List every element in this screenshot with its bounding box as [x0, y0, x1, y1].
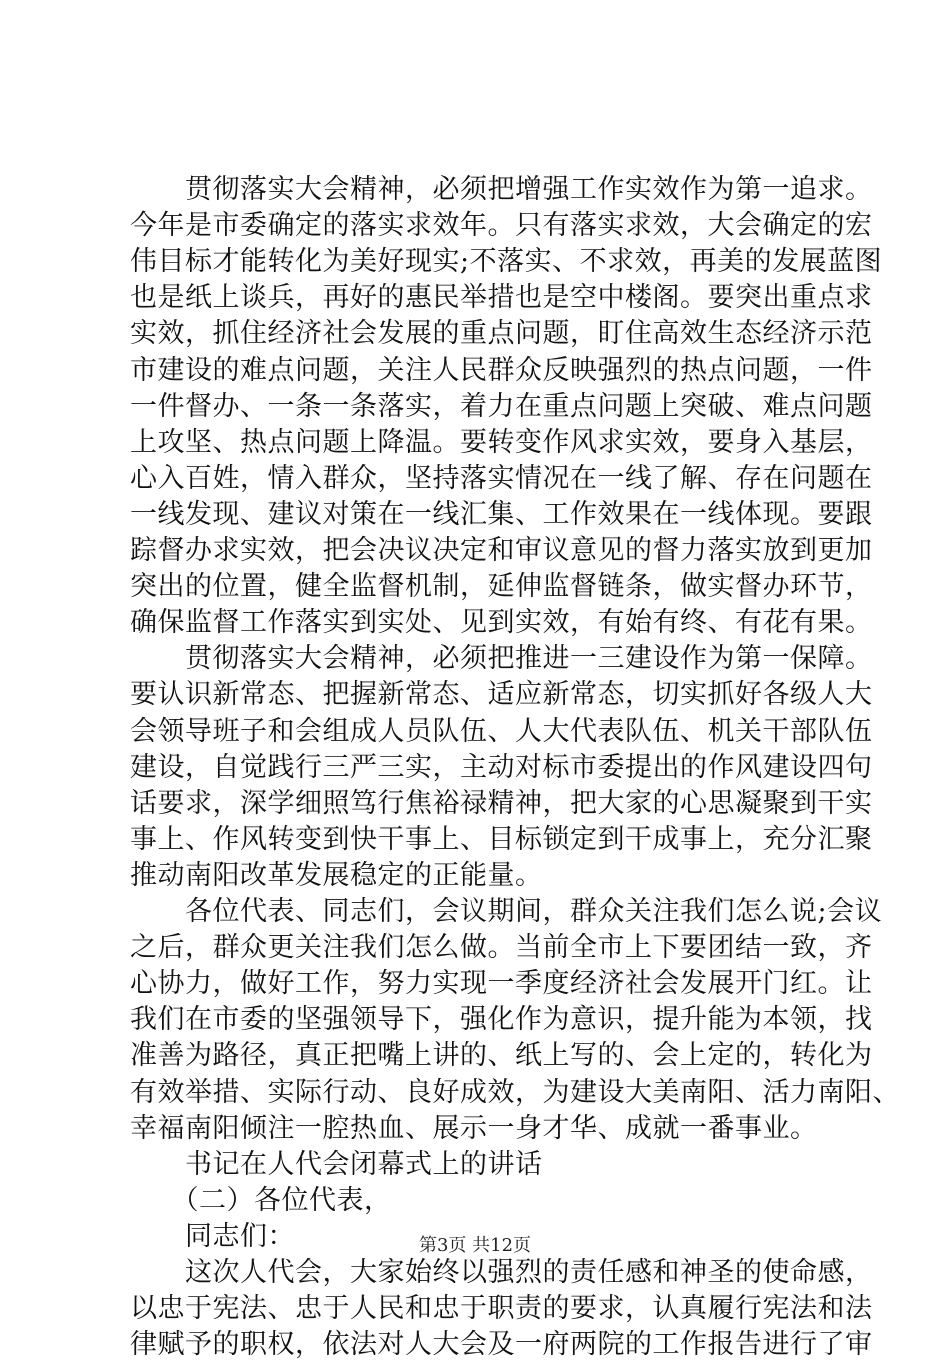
text-line: 律赋予的职权，依法对人大会及一府两院的工作报告进行了审	[130, 1329, 873, 1361]
text-line: 市建设的难点问题，关注人民群众反映强烈的热点问题，一件	[130, 354, 873, 386]
text-line: 伟目标才能转化为美好现实;不落实、不求效，再美的发展蓝图	[130, 246, 883, 278]
text-line: 建设，自觉践行三严三实，主动对标市委提出的作风建设四句	[130, 751, 873, 783]
text-line: 以忠于宪法、忠于人民和忠于职责的要求，认真履行宪法和法	[130, 1293, 873, 1325]
text-line: 我们在市委的坚强领导下，强化作为意识，提升能为本领，找	[130, 1004, 873, 1036]
text-line: （二）各位代表，	[130, 1184, 392, 1216]
text-line: 有效举措、实际行动、良好成效，为建设大美南阳、活力南阳、	[130, 1076, 900, 1108]
text-line: 各位代表、同志们，会议期间，群众关注我们怎么说;会议	[130, 896, 883, 927]
text-line: 要认识新常态、把握新常态、适应新常态，切实抓好各级人大	[130, 679, 873, 711]
text-line: 也是纸上谈兵，再好的惠民举措也是空中楼阁。要突出重点求	[130, 282, 873, 314]
text-line: 一件督办、一条一条落实，着力在重点问题上突破、难点问题	[130, 390, 873, 422]
text-line: 推动南阳改革发展稳定的正能量。	[130, 859, 543, 891]
text-line: 同志们：	[130, 1220, 295, 1252]
text-line: 踪督办求实效，把会决议决定和审议意见的督力落实放到更加	[130, 535, 873, 566]
text-line: 贯彻落实大会精神，必须把推进一三建设作为第一保障。	[130, 643, 873, 675]
text-line: 心协力，做好工作，努力实现一季度经济社会发展开门红。让	[130, 968, 873, 1000]
text-line: 书记在人代会闭幕式上的讲话	[130, 1148, 543, 1180]
text-line: 之后，群众更关注我们怎么做。当前全市上下要团结一致，齐	[130, 932, 873, 964]
text-line: 今年是市委确定的落实求效年。只有落实求效，大会确定的宏	[130, 210, 873, 242]
text-line: 事上、作风转变到快干事上、目标锁定到干成事上，充分汇聚	[130, 823, 873, 855]
text-line: 会领导班子和会组成人员队伍、人大代表队伍、机关干部队伍	[130, 715, 873, 747]
text-line: 确保监督工作落实到实处、见到实效，有始有终、有花有果。	[130, 607, 873, 639]
text-line: 准善为路径，真正把嘴上讲的、纸上写的、会上定的，转化为	[130, 1040, 873, 1072]
text-line: 幸福南阳倾注一腔热血、展示一身才华、成就一番事业。	[130, 1112, 818, 1144]
text-line: 心入百姓，情入群众，坚持落实情况在一线了解、存在问题在	[130, 462, 873, 494]
text-line: 贯彻落实大会精神，必须把增强工作实效作为第一追求。	[130, 174, 873, 205]
page-footer: 第3页 共12页	[418, 1235, 532, 1256]
text-line: 突出的位置，健全监督机制，延伸监督链条，做实督办环节，	[130, 571, 873, 603]
text-line: 话要求，深学细照笃行焦裕禄精神，把大家的心思凝聚到干实	[130, 787, 873, 819]
text-line: 这次人代会，大家始终以强烈的责任感和神圣的使命感，	[130, 1257, 873, 1288]
text-line: 上攻坚、热点问题上降温。要转变作风求实效，要身入基层，	[130, 426, 873, 458]
text-line: 实效，抓住经济社会发展的重点问题，盯住高效生态经济示范	[130, 318, 873, 350]
text-line: 一线发现、建议对策在一线汇集、工作效果在一线体现。要跟	[130, 498, 873, 530]
